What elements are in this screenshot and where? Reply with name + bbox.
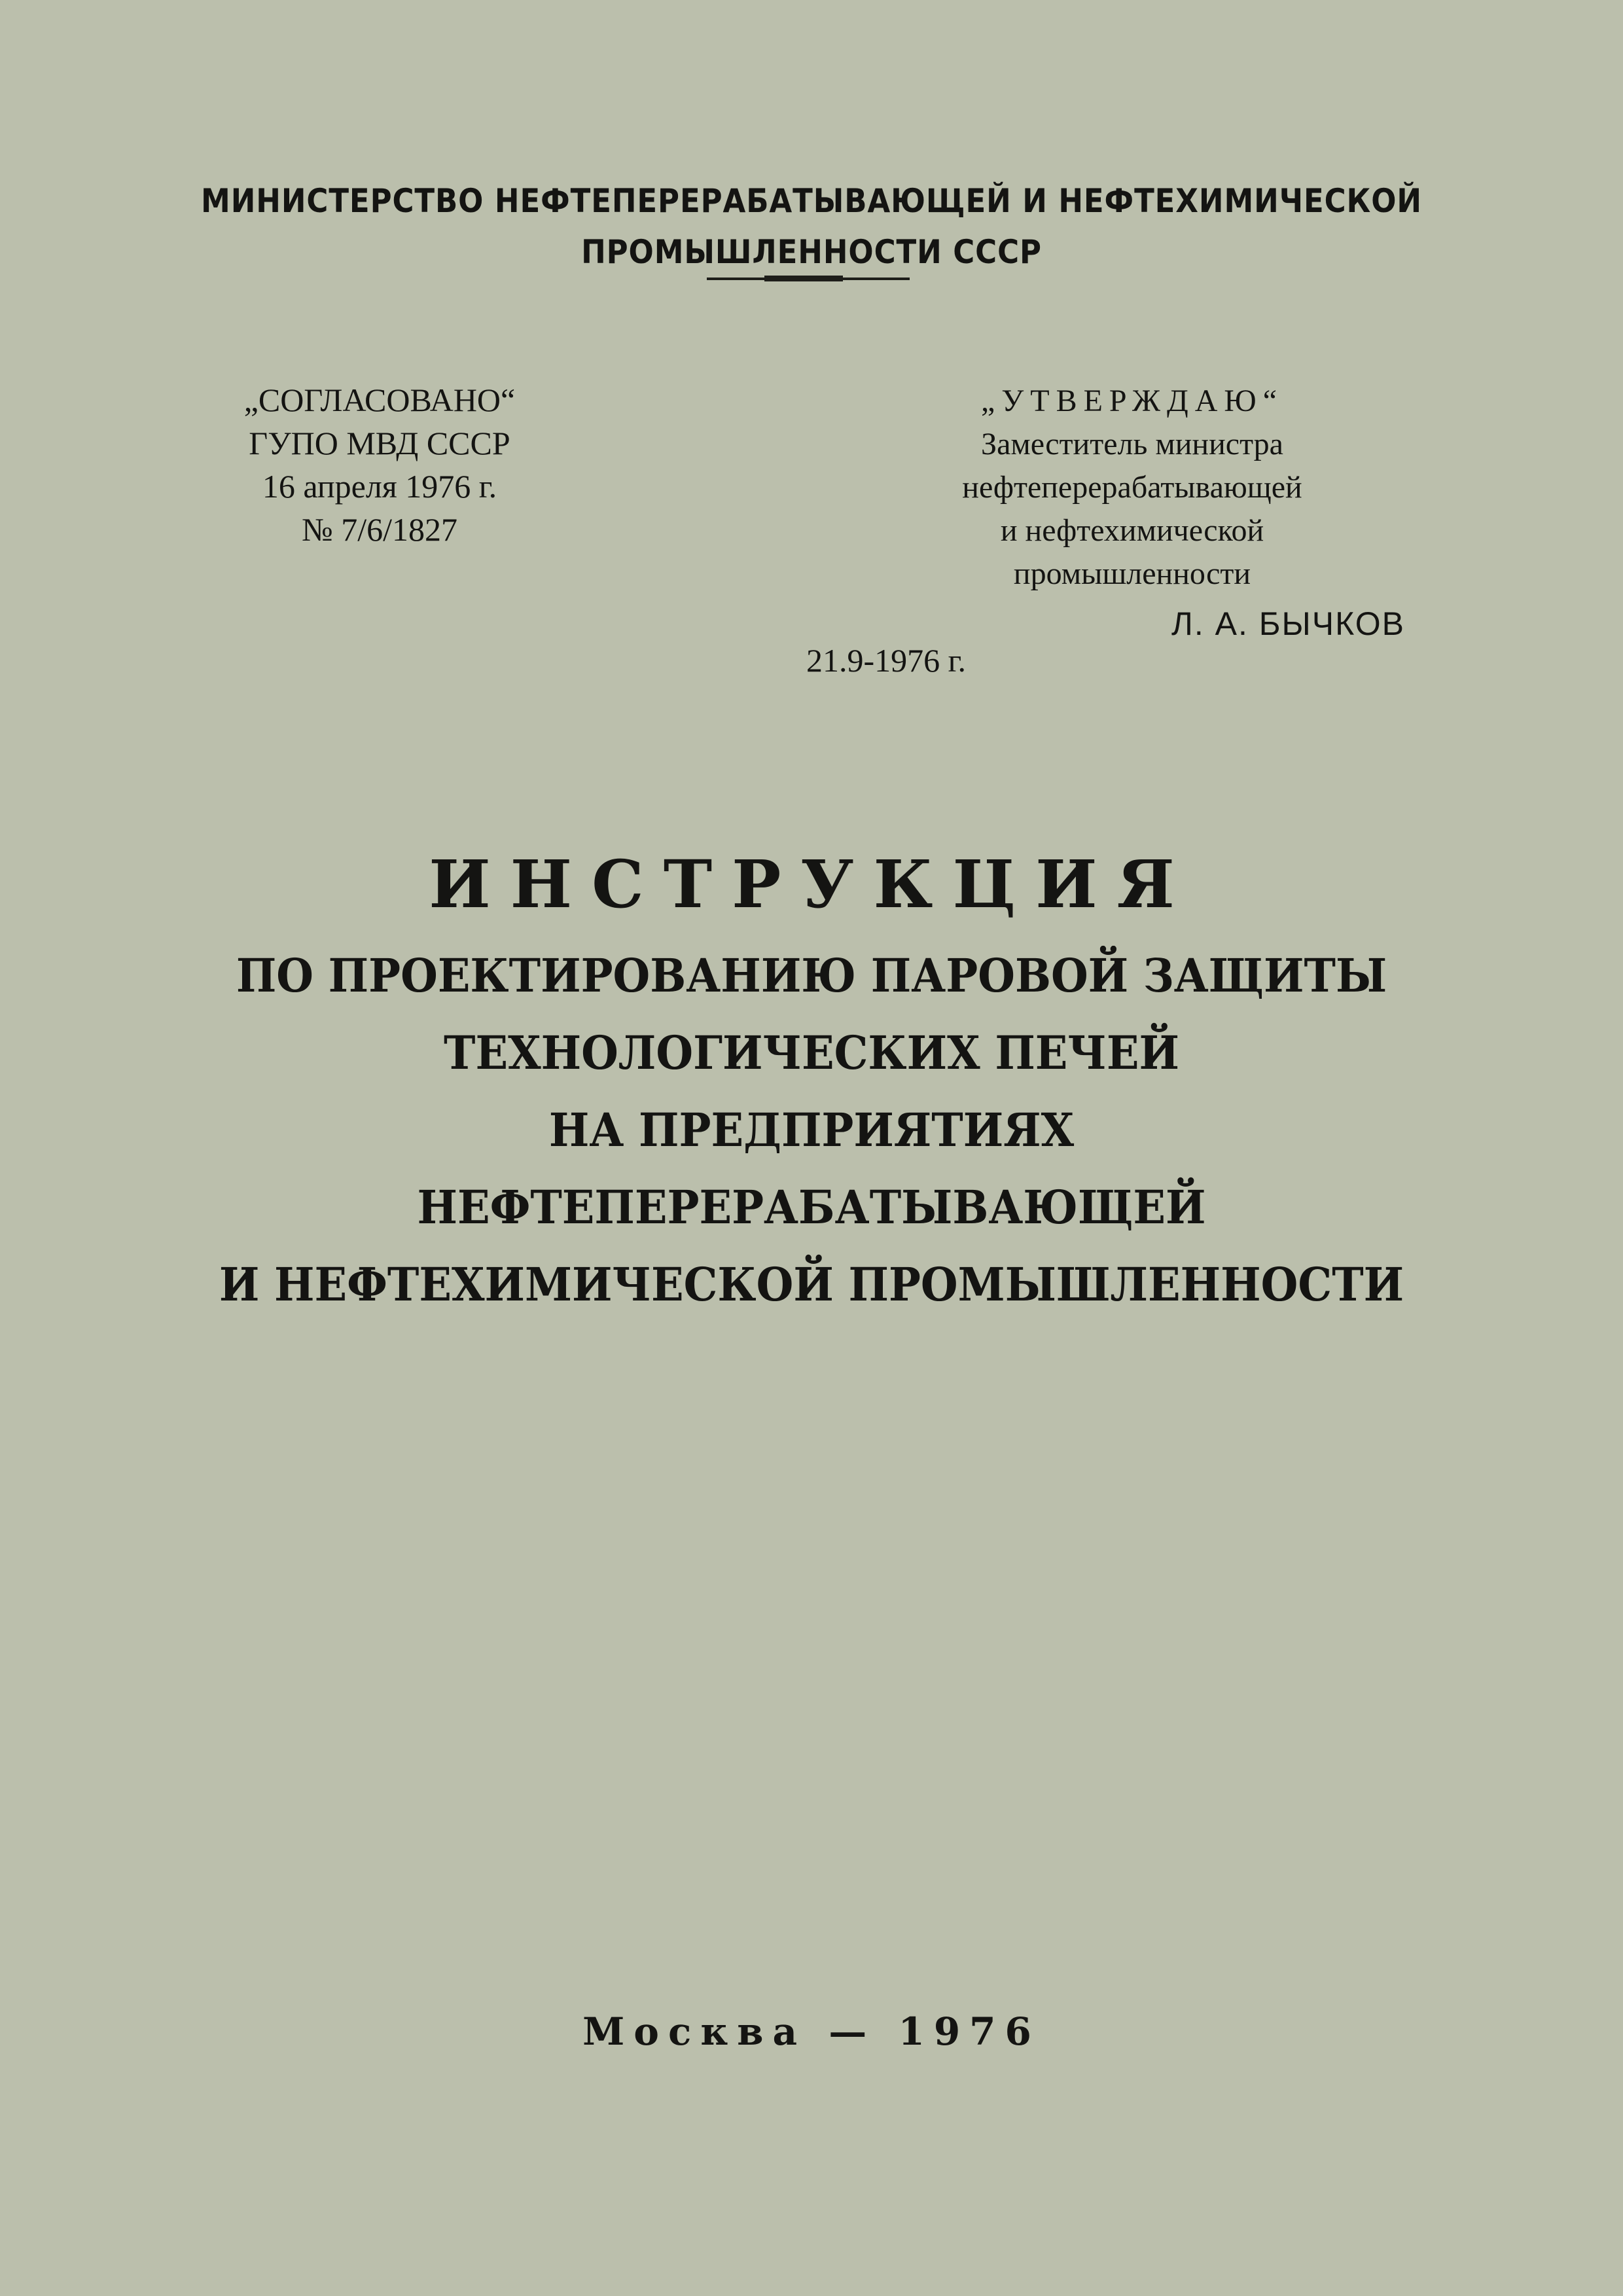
- title-line-3: НА ПРЕДПРИЯТИЯХ: [548, 1103, 1075, 1157]
- agreed-heading: „СОГЛАСОВАНО“: [243, 382, 516, 418]
- title-line-4: НЕФТЕПЕРЕРАБАТЫВАЮЩЕЙ: [417, 1180, 1206, 1234]
- title-line-5: И НЕФТЕХИМИЧЕСКОЙ ПРОМЫШЛЕННОСТИ: [219, 1257, 1404, 1312]
- document-type: ИНСТРУКЦИЯ: [429, 846, 1194, 923]
- approved-block: [870, 380, 1394, 596]
- approved-position-line-1: Заместитель министра: [981, 427, 1283, 461]
- approved-position-line-4: промышленности: [1013, 556, 1251, 591]
- title-line-1: ПО ПРОЕКТИРОВАНИЮ ПАРОВОЙ ЗАЩИТЫ: [236, 948, 1387, 1003]
- title-line-2: ТЕХНОЛОГИЧЕСКИХ ПЕЧЕЙ: [444, 1026, 1179, 1080]
- agreed-block: [196, 378, 563, 551]
- agreed-organization: ГУПО МВД СССР: [249, 425, 510, 461]
- agreed-date: 16 апреля 1976 г.: [262, 468, 497, 505]
- header-divider-center: [764, 276, 843, 281]
- ministry-header: [81, 175, 1542, 278]
- approved-date: 21.9-1976 г.: [806, 642, 967, 679]
- ministry-line-2: ПРОМЫШЛЕННОСТИ СССР: [581, 233, 1042, 271]
- ministry-line-1: МИНИСТЕРСТВО НЕФТЕПЕРЕРАБАТЫВАЮЩЕЙ И НЕФТЕХИМИЧЕСКОЙ: [201, 182, 1422, 220]
- approved-position-line-3: и нефтехимической: [1000, 513, 1264, 548]
- approved-position-line-2: нефтеперерабатывающей: [962, 470, 1302, 505]
- document-title: [57, 937, 1566, 1323]
- approved-signer: Л. А. БЫЧКОВ: [1171, 605, 1405, 642]
- agreed-number: № 7/6/1827: [302, 511, 457, 548]
- imprint: Москва — 1976: [582, 2009, 1041, 2054]
- approved-heading: „УТВЕРЖДАЮ“: [980, 384, 1283, 418]
